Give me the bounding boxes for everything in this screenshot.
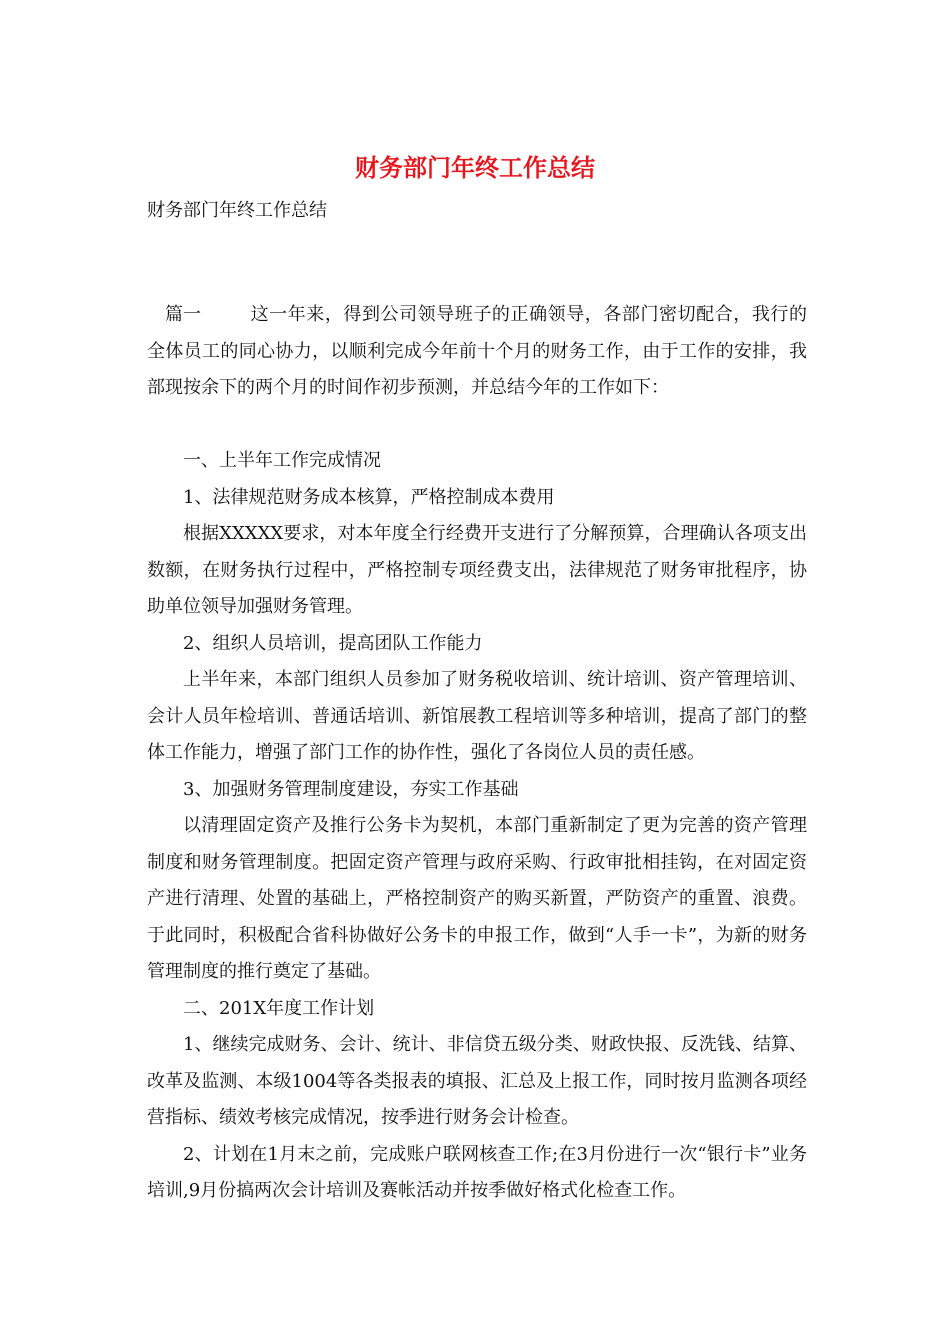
item-2-body: 上半年来，本部门组织人员参加了财务税收培训、统计培训、资产管理培训、会计人员年检培训、普通话培训、新馆展教工程培训等多种培训，提高了部门的整体工作能力，增强了部门工作的协作性，强化了各岗位人员的责任感。	[147, 669, 807, 763]
plan-1-body: 1、继续完成财务、会计、统计、非信贷五级分类、财政快报、反洗钱、结算、改革及监测、本级1004等各类报表的填报、汇总及上报工作，同时按月监测各项经营指标、绩效考核完成情况，按季进行财务会计检查。	[147, 1034, 807, 1128]
intro-paragraph	[147, 297, 807, 407]
item-3-body: 以清理固定资产及推行公务卡为契机，本部门重新制定了更为完善的资产管理制度和财务管理制度。把固定资产管理与政府采购、行政审批相挂钩，在对固定资产进行清理、处置的基础上，严格控制资产的购买新置，严防资产的重置、浪费。于此同时，积极配合省科协做好公务卡的申报工作，做到“人手一卡”，为新的财务管理制度的推行奠定了基础。	[147, 815, 807, 982]
document-body	[147, 297, 807, 1210]
paragraph-gap	[147, 407, 807, 444]
item-3-heading: 3、加强财务管理制度建设，夯实工作基础	[183, 778, 519, 800]
document-title: 财务部门年终工作总结	[355, 153, 595, 182]
item-1-heading: 1、法律规范财务成本核算，严格控制成本费用	[183, 486, 555, 508]
section-2-heading: 二、201X年度工作计划	[183, 997, 375, 1019]
plan-2-body: 2、计划在1月末之前，完成账户联网核查工作;在3月份进行一次“银行卡”业务培训,9月份搞两次会计培训及赛帐活动并按季做好格式化检查工作。	[147, 1143, 807, 1201]
document-subtitle: 财务部门年终工作总结	[147, 200, 327, 221]
item-1-body: 根据XXXXX要求，对本年度全行经费开支进行了分解预算，合理确认各项支出数额，在财务执行过程中，严格控制专项经费支出，法律规范了财务审批程序，协助单位领导加强财务管理。	[147, 523, 807, 617]
section-1-heading: 一、上半年工作完成情况	[183, 450, 381, 471]
intro-text: 这一年来，得到公司领导班子的正确领导，各部门密切配合，我行的全体员工的同心协力，以顺利完成今年前十个月的财务工作，由于工作的安排，我部现按余下的两个月的时间作初步预测，并总结今年的工作如下：	[147, 304, 807, 398]
intro-label: 篇一	[165, 304, 201, 325]
item-2-heading: 2、组织人员培训，提高团队工作能力	[183, 632, 483, 654]
